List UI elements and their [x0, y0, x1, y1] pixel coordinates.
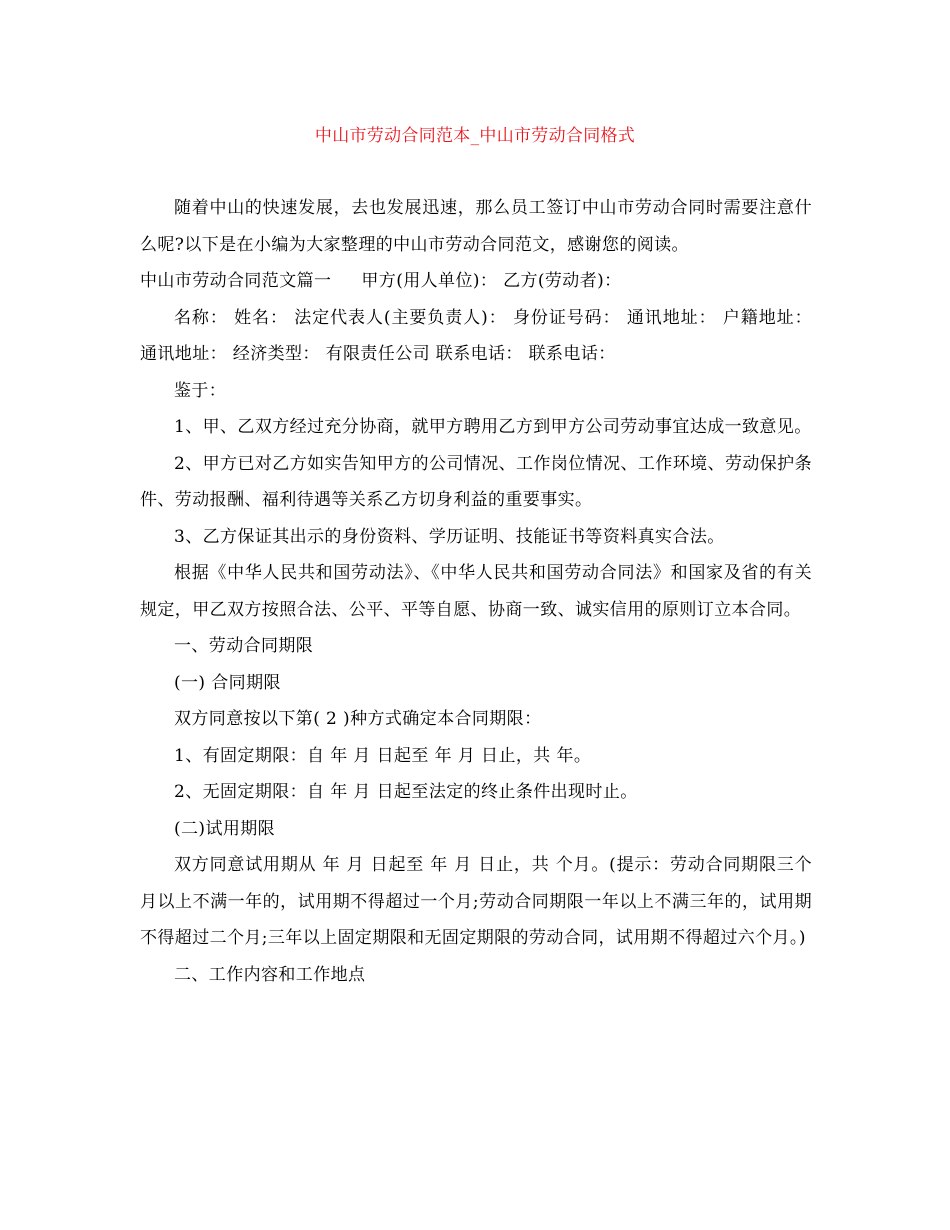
party-details-paragraph: 名称： 姓名： 法定代表人(主要负责人)： 身份证号码： 通讯地址： 户籍地址： 通讯地址： 经济类型： 有限责任公司 联系电话： 联系电话： — [140, 307, 812, 364]
section-2-heading: 二、工作内容和工作地点 — [174, 964, 366, 985]
intro-paragraph: 随着中山的快速发展，去也发展迅速，那么员工签订中山市劳动合同时需要注意什么呢?以下是在小编为大家整理的中山市劳动合同范文，感谢您的阅读。 — [140, 198, 812, 255]
document-body — [140, 190, 812, 993]
recital-3: 3、乙方保证其出示的身份资料、学历证明、技能证书等资料真实合法。 — [174, 526, 725, 547]
sample-heading-line — [140, 263, 812, 300]
document-title: 中山市劳动合同范本_中山市劳动合同格式 — [314, 126, 636, 146]
term-fixed-paragraph: 1、有固定期限：自 年 月 日起至 年 月 日止，共 年。 — [174, 745, 592, 766]
recital-1: 1、甲、乙双方经过充分协商，就甲方聘用乙方到甲方公司劳动事宜达成一致意见。 — [174, 417, 812, 437]
term-intro-paragraph: 双方同意按以下第( 2 )种方式确定本合同期限： — [174, 709, 542, 729]
sample-heading: 中山市劳动合同范文篇一 — [140, 271, 332, 291]
subsection-2-heading: (二)试用期限 — [174, 818, 276, 839]
section-1-heading: 一、劳动合同期限 — [174, 636, 314, 656]
legal-basis-paragraph: 根据《中华人民共和国劳动法》、《中华人民共和国劳动合同法》和国家及省的有关规定，甲乙双方按照合法、公平、平等自愿、协商一致、诚实信用的原则订立本合同。 — [140, 563, 812, 620]
term-open-paragraph: 2、无固定期限：自 年 月 日起至法定的终止条件出现时止。 — [174, 782, 638, 802]
recital-2: 2、甲方已对乙方如实告知甲方的公司情况、工作岗位情况、工作环境、劳动保护条件、劳动报酬、福利待遇等关系乙方切身利益的重要事实。 — [140, 453, 812, 510]
party-line: 甲方(用人单位)： 乙方(劳动者)： — [361, 271, 622, 291]
whereas-heading: 鉴于： — [174, 380, 227, 401]
probation-paragraph: 双方同意试用期从 年 月 日起至 年 月 日止，共 个月。(提示：劳动合同期限三个月以上不满一年的，试用期不得超过一个月;劳动合同期限一年以上不满三年的，试用期不得超过二个月;三年以上固定期限和无固定期限的劳动合同，试用期不得超过六个月。) — [140, 855, 812, 948]
subsection-1-heading: (一) 合同期限 — [174, 672, 281, 693]
